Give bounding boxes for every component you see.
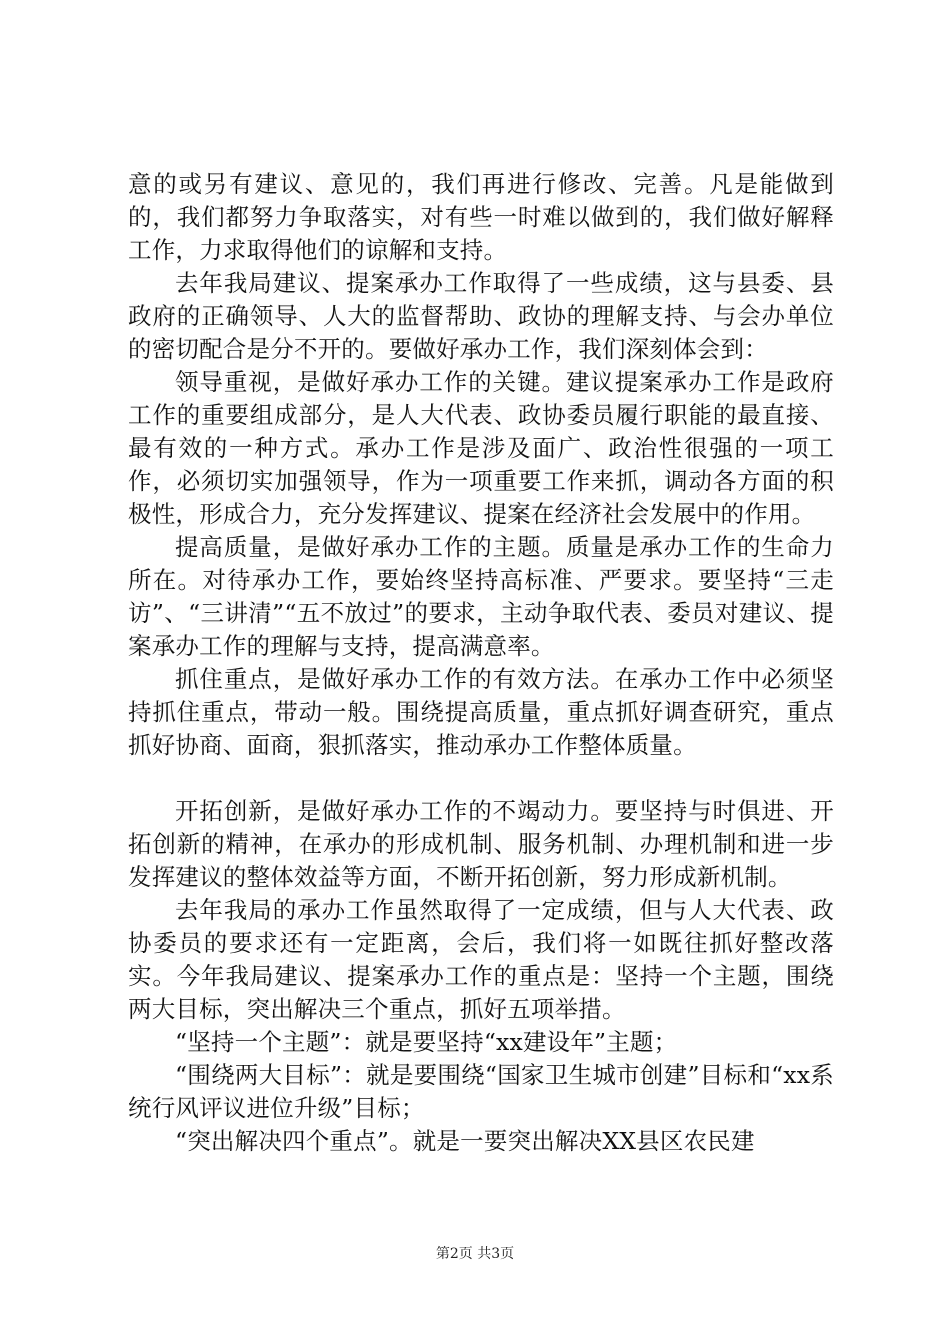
paragraph-achievements: 去年我局建议、提案承办工作取得了一些成绩，这与县委、县政府的正确领导、人大的监督帮助、政协的理解支持、与会办单位的密切配合是分不开的。要做好承办工作，我们深刻体会到： — [128, 269, 834, 363]
paragraph-goals: “围绕两大目标”：就是要围绕“国家卫生城市创建”目标和“xx系统行风评议进位升级”目标； — [128, 1061, 834, 1122]
paragraph-quality: 提高质量，是做好承办工作的主题。质量是承办工作的生命力所在。对待承办工作，要始终坚持高标准、严要求。要坚持“三走访”、“三讲清”“五不放过”的要求，主动争取代表、委员对建议、提案承办工作的理解与支持，提高满意率。 — [128, 533, 834, 660]
paragraph-theme: “坚持一个主题”：就是要坚持“xx建设年”主题； — [175, 1028, 678, 1056]
paragraph-key-points: “突出解决四个重点”。就是一要突出解决XX县区农民建 — [175, 1127, 755, 1155]
paragraph-innovation: 开拓创新，是做好承办工作的不竭动力。要坚持与时俱进、开拓创新的精神，在承办的形成机制、服务机制、办理机制和进一步发挥建议的整体效益等方面，不断开拓创新，努力形成新机制。 — [128, 797, 834, 891]
paragraph-plan: 去年我局的承办工作虽然取得了一定成绩，但与人大代表、政协委员的要求还有一定距离，会后，我们将一如既往抓好整改落实。今年我局建议、提案承办工作的重点是：坚持一个主题，围绕两大目标，突出解决三个重点，抓好五项举措。 — [128, 896, 834, 1023]
document-body — [128, 168, 834, 1158]
paragraph-leadership: 领导重视，是做好承办工作的关键。建议提案承办工作是政府工作的重要组成部分，是人大代表、政协委员履行职能的最直接、最有效的一种方式。承办工作是涉及面广、政治性很强的一项工作，必须切实加强领导，作为一项重要工作来抓，调动各方面的积极性，形成合力，充分发挥建议、提案在经济社会发展中的作用。 — [128, 368, 834, 528]
paragraph-focus: 抓住重点，是做好承办工作的有效方法。在承办工作中必须坚持抓住重点，带动一般。围绕提高质量，重点抓好调查研究，重点抓好协商、面商，狠抓落实，推动承办工作整体质量。 — [128, 665, 834, 759]
paragraph-continuation: 意的或另有建议、意见的，我们再进行修改、完善。凡是能做到的，我们都努力争取落实，对有些一时难以做到的，我们做好解释工作，力求取得他们的谅解和支持。 — [128, 170, 834, 264]
page-footer — [0, 1244, 950, 1264]
page-number-label: 第2页 共3页 — [435, 1246, 515, 1262]
